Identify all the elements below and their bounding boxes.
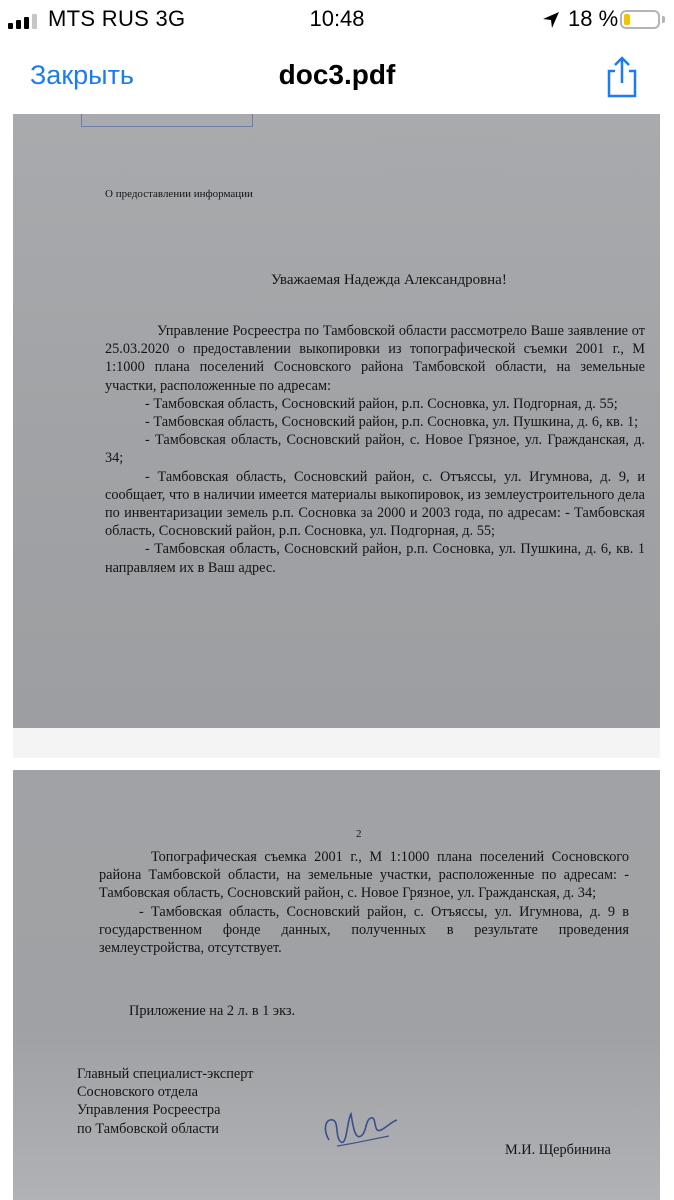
pdf-page-2: [13, 770, 660, 1200]
handwritten-signature: [317, 1100, 401, 1156]
registration-stamp: [81, 114, 253, 127]
signatory-line: по Тамбовской области: [77, 1120, 219, 1137]
signatory-line: Сосновского отдела: [77, 1084, 198, 1101]
clock: 10:48: [309, 6, 365, 31]
status-bar: [0, 0, 674, 40]
signer-name: М.И. Щербинина: [505, 1142, 611, 1158]
letter-greeting: Уважаемая Надежда Александровна!: [271, 272, 507, 288]
signatory-line: Главный специалист-эксперт: [77, 1066, 254, 1082]
page-number: 2: [356, 828, 362, 840]
body-paragraph: Топографическая съемка 2001 г., М 1:1000 плана поселений Сосновского района Тамбовской области, на земельные участки, расположенные по адресам: - Тамбовская область, Сосновский район, с. Новое Грязное, ул. Гражданская, д. 34;: [99, 849, 629, 902]
pdf-viewer[interactable]: [0, 114, 674, 1200]
body-paragraph: - Тамбовская область, Сосновский район, с. Отъяссы, ул. Игумнова, д. 9 в государственном фонде данных, полученных в результате проведения землеустройства, отсутствует.: [99, 903, 629, 957]
pdf-page-1: [13, 114, 660, 728]
battery-percentage: 18 %: [568, 6, 619, 31]
address-item: - Тамбовская область, Сосновский район, с. Отъяссы, ул. Игумнова, д. 9, и сообщает, что в наличии имеется материалы выкопировок, из землеустроительного дела по инвентаризации земель р.п. Сосновка за 2000 и 2003 года, по адресам: - Тамбовская область, Сосновский район, р.п. Сосновка, ул. Подгорная, д. 55;: [105, 468, 645, 540]
page-separator: [13, 728, 660, 758]
address-item: - Тамбовская область, Сосновский район, с. Новое Грязное, ул. Гражданская, д. 34;: [105, 432, 645, 467]
address-item: - Тамбовская область, Сосновский район, р.п. Сосновка, ул. Подгорная, д. 55;: [145, 395, 618, 412]
carrier-name: MTS RUS 3G: [48, 6, 186, 31]
address-item: - Тамбовская область, Сосновский район, р.п. Сосновка, ул. Пушкина, д. 6, кв. 1;: [145, 414, 639, 431]
signatory-line: Управления Росреестра: [77, 1102, 221, 1119]
letter-body: [105, 322, 645, 577]
address-item: - Тамбовская область, Сосновский район, р.п. Сосновка, ул. Пушкина, д. 6, кв. 1 направляем их в Ваш адрес.: [105, 541, 645, 576]
battery-icon: [620, 10, 660, 29]
share-icon[interactable]: [600, 54, 644, 100]
signatory-title: [77, 1065, 253, 1138]
body-paragraph: Управление Росреестра по Тамбовской области рассмотрело Ваше заявление от 25.03.2020 о предоставлении выкопировки из топографической съемки 2001 г., М 1:1000 плана поселений Сосновского района Тамбовской области, на земельные участки, расположенные по адресам:: [105, 323, 645, 394]
location-arrow-icon: [541, 10, 561, 30]
attachment-note: Приложение на 2 л. в 1 экз.: [129, 1003, 296, 1019]
battery-tip: [662, 16, 665, 23]
close-button[interactable]: Закрыть: [30, 60, 134, 90]
letter-subject: О предоставлении информации: [105, 188, 253, 200]
document-title: doc3.pdf: [278, 59, 396, 90]
navigation-bar: [0, 40, 674, 114]
letter-body-continued: [99, 848, 629, 957]
